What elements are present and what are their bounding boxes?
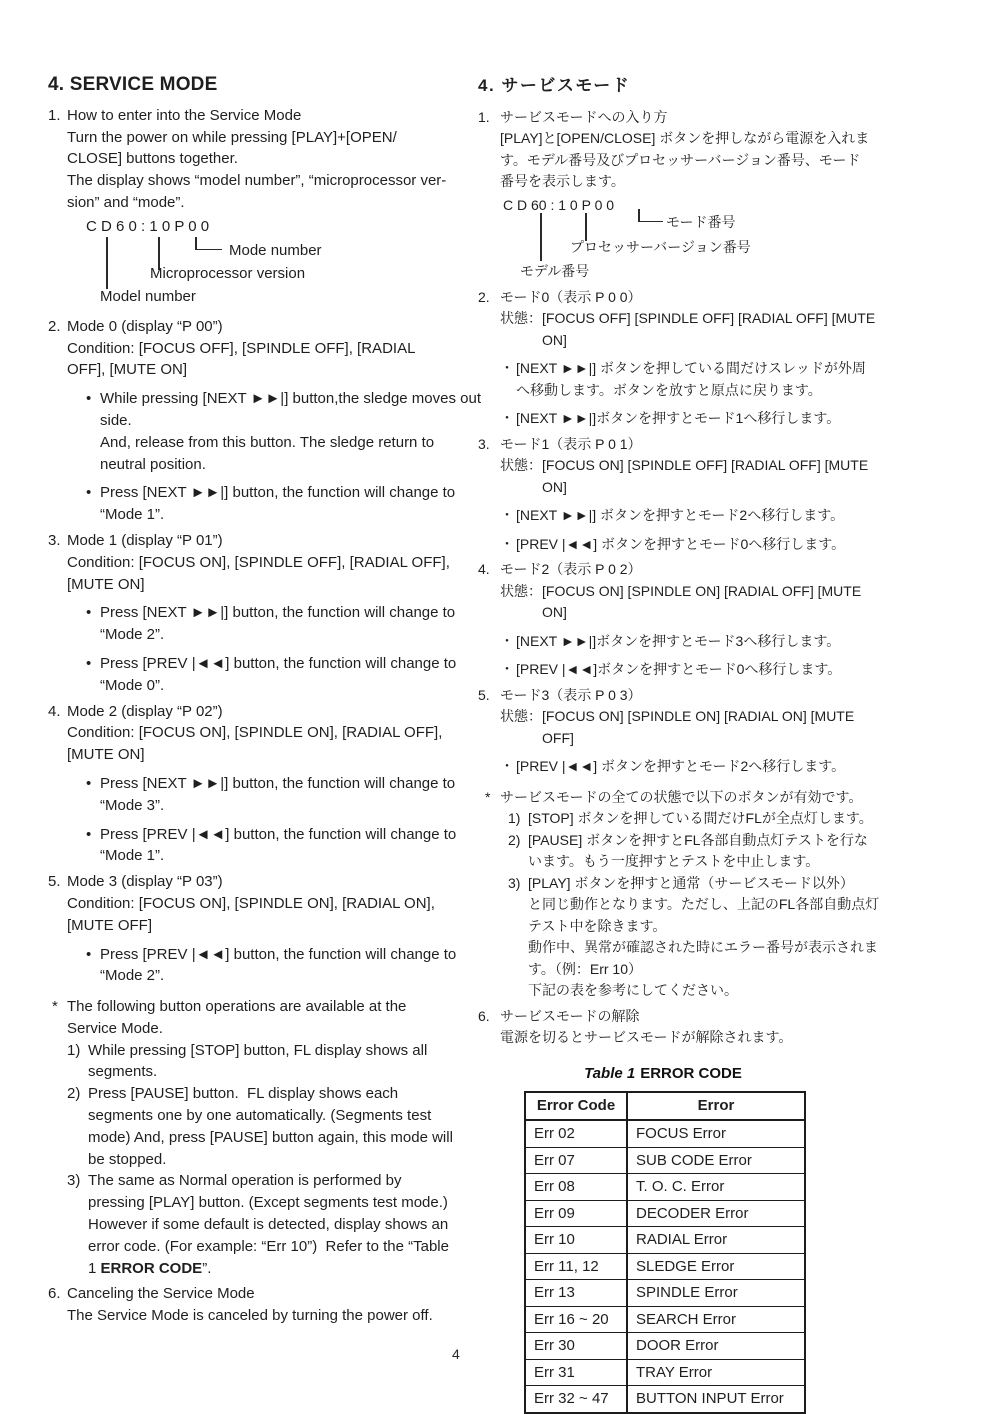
text-line: segments one by one automatically. (Segments test (88, 1107, 432, 1125)
error-desc-cell: SPINDLE Error (627, 1280, 805, 1307)
item-marker: 1) (67, 1041, 81, 1059)
text-line: The Service Mode is canceled by turning the power off. (67, 1307, 433, 1325)
item-body (100, 388, 481, 475)
text-line: Mode 1 (display “P 01”) (67, 531, 223, 549)
bullet-item (86, 482, 460, 526)
text-line (88, 1258, 460, 1280)
bullet-item (86, 653, 460, 697)
item-body (500, 787, 916, 809)
text-line: Mode 3 (display “P 03”) (67, 873, 223, 891)
text-line: “Mode 2”. (100, 967, 165, 985)
connector-line (106, 237, 108, 289)
list-item (478, 1006, 916, 1049)
item-body (516, 534, 916, 556)
bullet-item (500, 756, 916, 778)
list-item (48, 871, 460, 936)
text-line: 番号を表示します。 (500, 173, 625, 189)
item-body (100, 773, 460, 817)
display-code: C D 60 : 1 0 P 0 0 (503, 196, 615, 213)
text-line: サービスモードへの入り方 (500, 108, 668, 125)
bullet-icon: ・ (500, 758, 514, 774)
text-line: [PREV |◄◄] ボタンを押すとモード2へ移行します。 (516, 758, 846, 774)
item-body (516, 505, 916, 527)
text-line: Condition: [FOCUS OFF], [SPINDLE OFF], [RADIAL (67, 339, 416, 357)
bullet-icon: • (86, 825, 92, 843)
text-line: The display shows “model number”, “microprocessor ver- (67, 172, 447, 190)
item-marker: 3) (67, 1172, 81, 1190)
item-body (67, 871, 460, 936)
bullet-item (500, 534, 916, 556)
text-line: be stopped. (88, 1150, 167, 1168)
text-line: テスト中を除きます。 (528, 917, 667, 934)
text-line: モード1（表示 P 0 1） (500, 435, 642, 452)
display-code: C D 6 0 : 1 0 P 0 0 (86, 217, 210, 235)
item-body (500, 107, 916, 193)
section-title-en: 4. SERVICE MODE (48, 74, 218, 95)
error-code-cell: Err 30 (525, 1333, 627, 1360)
bullet-item (86, 773, 460, 817)
text-line: Condition: [FOCUS ON], [SPINDLE ON], [RADIAL OFF], (67, 724, 443, 742)
sub-list-item (67, 1040, 460, 1084)
item-body (528, 830, 916, 873)
item-marker: 1) (508, 810, 521, 826)
bullet-item (86, 388, 481, 475)
text-line: [PREV |◄◄] ボタンを押すとモード0へ移行します。 (516, 535, 846, 552)
error-desc-cell: SLEDGE Error (627, 1253, 805, 1280)
item-body (516, 756, 916, 778)
error-desc-cell: TRAY Error (627, 1359, 805, 1386)
item-body (100, 653, 460, 697)
text-line: [PREV |◄◄]ボタンを押すとモード0へ移行します。 (516, 661, 842, 677)
error-desc-cell: DECODER Error (627, 1200, 805, 1227)
item-marker: 5. (48, 873, 61, 891)
text-line: sion” and “mode”. (67, 193, 185, 211)
text-line: neutral position. (100, 455, 206, 473)
table-row (525, 1333, 805, 1360)
text-line: サービスモードの全ての状態で以下のボタンが有効です。 (500, 788, 863, 805)
text-line: CLOSE] buttons together. (67, 150, 238, 168)
text-line: ON] (500, 331, 567, 348)
text-line: [PAUSE] ボタンを押すとFL各部自動点灯テストを行な (528, 831, 868, 848)
item-body (500, 287, 916, 352)
header-error: Error (627, 1092, 805, 1120)
error-code-cell: Err 10 (525, 1227, 627, 1254)
error-code-cell: Err 09 (525, 1200, 627, 1227)
text-line: “Mode 3”. (100, 796, 165, 814)
text-line: [NEXT ►►|]ボタンを押すとモード1へ移行します。 (516, 410, 841, 426)
list-item (48, 701, 460, 766)
item-body (67, 1283, 460, 1327)
text-line: “Mode 0”. (100, 676, 165, 694)
text-line: Condition: [FOCUS ON], [SPINDLE ON], [RADIAL ON], (67, 894, 435, 912)
header-error-code: Error Code (525, 1092, 627, 1120)
list-item (478, 107, 916, 193)
item-body (88, 1040, 460, 1084)
list-item (478, 287, 916, 352)
connector-line (540, 213, 542, 261)
text-line: Canceling the Service Mode (67, 1285, 255, 1303)
text-line: side. (100, 411, 132, 429)
error-desc-cell: RADIAL Error (627, 1227, 805, 1254)
text-line: Press [PREV |◄◄] button, the function will change to (100, 945, 457, 963)
item-marker: 1. (478, 108, 490, 125)
bullet-icon: • (86, 484, 92, 502)
item-body (516, 659, 916, 681)
error-code-table (524, 1091, 806, 1414)
error-code-cell: Err 13 (525, 1280, 627, 1307)
error-code-table-section (478, 1063, 916, 1414)
text-line: [STOP] ボタンを押している間だけFLが全点灯します。 (528, 810, 873, 826)
text-line: “Mode 1”. (100, 847, 165, 865)
text-line: segments. (88, 1063, 158, 1081)
bullet-icon: ・ (500, 360, 514, 376)
item-marker: 5. (478, 686, 490, 703)
item-marker: 6. (478, 1007, 490, 1024)
sub-list-item (508, 830, 916, 873)
text-line: While pressing [NEXT ►►|] button,the sledge moves out (100, 390, 481, 408)
list-item (478, 685, 916, 750)
bullet-icon: ・ (500, 507, 514, 523)
item-body (100, 944, 460, 988)
item-marker: 3. (48, 531, 61, 549)
note-item (52, 996, 460, 1040)
item-body (516, 408, 916, 430)
model-number-label: Model number (100, 287, 196, 305)
item-body (67, 701, 460, 766)
table-row (525, 1147, 805, 1174)
text-line: Service Mode. (67, 1019, 163, 1037)
error-code-cell: Err 32 ~ 47 (525, 1386, 627, 1413)
error-code-cell: Err 11, 12 (525, 1253, 627, 1280)
bullet-item (86, 944, 460, 988)
text-line: 下記の表を参考にしてください。 (528, 982, 738, 998)
text-line: 状態：[FOCUS ON] [SPINDLE OFF] [RADIAL OFF] [MUTE (500, 457, 869, 473)
connector-line (195, 249, 222, 251)
text-line: [MUTE OFF] (67, 916, 152, 934)
error-desc-cell: FOCUS Error (627, 1120, 805, 1147)
text-segment: ERROR CODE (100, 1259, 203, 1277)
table-row (525, 1280, 805, 1307)
item-body (67, 996, 460, 1040)
text-line: [NEXT ►►|] ボタンを押すとモード2へ移行します。 (516, 507, 845, 523)
bullet-icon: • (86, 604, 92, 622)
text-line: す。モデル番号及びプロセッサーバージョン番号、モード (500, 151, 861, 168)
table-title-italic: Table 1 (584, 1064, 636, 1082)
text-line: mode) And, press [PAUSE] button again, this mode will (88, 1128, 453, 1146)
text-line: います。もう一度押すとテストを中止します。 (528, 853, 820, 869)
table-row (525, 1174, 805, 1201)
list-item (48, 530, 460, 595)
item-body (100, 602, 460, 646)
bullet-icon: • (86, 945, 92, 963)
text-line: Mode 2 (display “P 02”) (67, 702, 223, 720)
sub-list-item (508, 873, 916, 1002)
text-line: 状態：[FOCUS OFF] [SPINDLE OFF] [RADIAL OFF] [MUTE (500, 310, 876, 326)
text-line: [NEXT ►►|] ボタンを押している間だけスレッドが外周 (516, 360, 866, 376)
list-item (478, 434, 916, 499)
error-desc-cell: T. O. C. Error (627, 1174, 805, 1201)
bullet-item (500, 659, 916, 681)
bullet-icon: ・ (500, 661, 514, 677)
text-line: 動作中、異常が確認された時にエラー番号が表示されま (528, 939, 878, 955)
text-line: Press [PREV |◄◄] button, the function will change to (100, 654, 457, 672)
item-marker: 2) (508, 831, 521, 848)
japanese-column (478, 74, 916, 1414)
table-row (525, 1359, 805, 1386)
text-line: “Mode 1”. (100, 506, 165, 524)
bullet-icon: ・ (500, 632, 514, 649)
mode-number-label: Mode number (229, 241, 322, 259)
error-desc-cell: BUTTON INPUT Error (627, 1386, 805, 1413)
text-line: [MUTE ON] (67, 575, 145, 593)
text-line: へ移動します。ボタンを放すと原点に戻ります。 (516, 381, 822, 398)
item-body (500, 559, 916, 624)
text-line: The following button operations are available at the (67, 998, 407, 1016)
text-line: Mode 0 (display “P 00”) (67, 317, 223, 335)
sub-list-item (508, 808, 916, 830)
error-code-cell: Err 16 ~ 20 (525, 1306, 627, 1333)
item-body (500, 1006, 916, 1049)
item-body (100, 824, 460, 868)
item-marker: 2) (67, 1085, 81, 1103)
list-item (478, 559, 916, 624)
text-line: サービスモードの解除 (500, 1007, 640, 1024)
text-line: Condition: [FOCUS ON], [SPINDLE OFF], [RADIAL OFF], (67, 553, 450, 571)
micro-number-label: プロセッサーバージョン番号 (570, 238, 751, 255)
text-line: error code. (For example: “Err 10”) Refer to the “Table (88, 1237, 449, 1255)
display-code-diagram (478, 195, 916, 283)
bullet-item (86, 602, 460, 646)
list-item (48, 105, 460, 214)
item-body (516, 358, 916, 401)
item-marker: * (52, 998, 58, 1016)
text-line: ON] (500, 478, 567, 495)
item-body (528, 808, 916, 830)
item-marker: 6. (48, 1285, 61, 1303)
item-marker: 1. (48, 106, 61, 124)
table-title (524, 1063, 802, 1085)
item-marker: 4. (48, 702, 61, 720)
note-item (485, 787, 916, 809)
text-line: And, release from this button. The sledge return to (100, 433, 435, 451)
bullet-icon: ・ (500, 410, 514, 426)
list-item (48, 316, 460, 381)
error-code-cell: Err 31 (525, 1359, 627, 1386)
list-item (48, 1283, 460, 1327)
text-line: Press [PAUSE] button. FL display shows each (88, 1085, 399, 1103)
item-marker: 2. (48, 317, 61, 335)
bullet-item (500, 358, 916, 401)
micro-number-label: Microprocessor version (150, 264, 306, 282)
text-line: Press [PREV |◄◄] button, the function will change to (100, 825, 457, 843)
item-body (516, 631, 916, 653)
mode-number-label: モード番号 (666, 213, 736, 230)
bullet-icon: ・ (500, 535, 514, 552)
table-header-row (525, 1092, 805, 1120)
sub-list-item (67, 1083, 460, 1170)
text-line: The same as Normal operation is performed by (88, 1172, 402, 1190)
item-marker: 2. (478, 288, 490, 305)
item-body (67, 316, 460, 381)
item-body (500, 434, 916, 499)
error-code-cell: Err 02 (525, 1120, 627, 1147)
text-line: Press [NEXT ►►|] button, the function will change to (100, 484, 456, 502)
bullet-item (500, 505, 916, 527)
item-body (500, 685, 916, 750)
text-line: す。（例：Err 10） (528, 960, 643, 977)
text-line: While pressing [STOP] button, FL display shows all (88, 1041, 428, 1059)
connector-line (638, 221, 663, 223)
item-body (67, 105, 460, 214)
table-row (525, 1386, 805, 1413)
english-content (48, 105, 481, 1327)
text-line: Turn the power on while pressing [PLAY]+[OPEN/ (67, 128, 397, 146)
page-number: 4 (452, 1346, 460, 1362)
error-code-cell: Err 08 (525, 1174, 627, 1201)
error-desc-cell: SEARCH Error (627, 1306, 805, 1333)
model-number-label: モデル番号 (520, 262, 590, 279)
text-line: [NEXT ►►|]ボタンを押すとモード3へ移行します。 (516, 632, 841, 649)
text-line: OFF], [MUTE ON] (67, 361, 187, 379)
japanese-content (478, 107, 916, 1049)
item-body (88, 1170, 460, 1279)
bullet-item (500, 631, 916, 653)
table-row (525, 1306, 805, 1333)
bullet-icon: • (86, 774, 92, 792)
bullet-item (500, 408, 916, 430)
item-marker: 3) (508, 874, 521, 891)
section-title-ja: 4. サービスモード (478, 76, 631, 95)
text-segment: 1 (88, 1259, 101, 1277)
sub-list-item (67, 1170, 460, 1279)
bullet-item (86, 824, 460, 868)
table-row (525, 1120, 805, 1147)
text-line: Press [NEXT ►►|] button, the function will change to (100, 774, 456, 792)
table-row (525, 1200, 805, 1227)
item-body (528, 873, 916, 1002)
text-line: 状態：[FOCUS ON] [SPINDLE ON] [RADIAL OFF] [MUTE (500, 582, 862, 599)
text-line: Press [NEXT ►►|] button, the function will change to (100, 604, 456, 622)
display-code-diagram (48, 216, 460, 312)
item-body (100, 482, 460, 526)
item-marker: * (485, 788, 491, 805)
text-line: However if some default is detected, display shows an (88, 1216, 449, 1234)
text-line: pressing [PLAY] button. (Except segments test mode.) (88, 1194, 448, 1212)
table-row (525, 1253, 805, 1280)
text-line: [PLAY]と[OPEN/CLOSE] ボタンを押しながら電源を入れま (500, 130, 870, 146)
text-line: How to enter into the Service Mode (67, 106, 302, 124)
text-line: ON] (500, 604, 567, 620)
item-marker: 3. (478, 435, 490, 452)
error-code-cell: Err 07 (525, 1147, 627, 1174)
text-line: [MUTE ON] (67, 746, 145, 764)
text-line: モード2（表示 P 0 2） (500, 561, 642, 577)
error-desc-cell: SUB CODE Error (627, 1147, 805, 1174)
error-desc-cell: DOOR Error (627, 1333, 805, 1360)
table-row (525, 1227, 805, 1254)
table-title-rest: ERROR CODE (640, 1064, 742, 1082)
text-line: モード0（表示 P 0 0） (500, 288, 642, 305)
text-line: と同じ動作となります。ただし、上記のFL各部自動点灯 (528, 896, 880, 912)
text-line: OFF] (500, 729, 574, 746)
english-column (48, 74, 481, 1327)
text-line: モード3（表示 P 0 3） (500, 686, 642, 703)
item-body (67, 530, 460, 595)
text-line: “Mode 2”. (100, 626, 165, 644)
text-line: [PLAY] ボタンを押すと通常（サービスモード以外） (528, 874, 854, 891)
item-body (88, 1083, 460, 1170)
bullet-icon: • (86, 390, 92, 408)
bullet-icon: • (86, 654, 92, 672)
item-marker: 4. (478, 561, 490, 577)
text-line: 電源を切るとサービスモードが解除されます。 (500, 1029, 793, 1045)
text-segment: ”. (202, 1259, 212, 1277)
text-line: 状態：[FOCUS ON] [SPINDLE ON] [RADIAL ON] [MUTE (500, 708, 855, 724)
